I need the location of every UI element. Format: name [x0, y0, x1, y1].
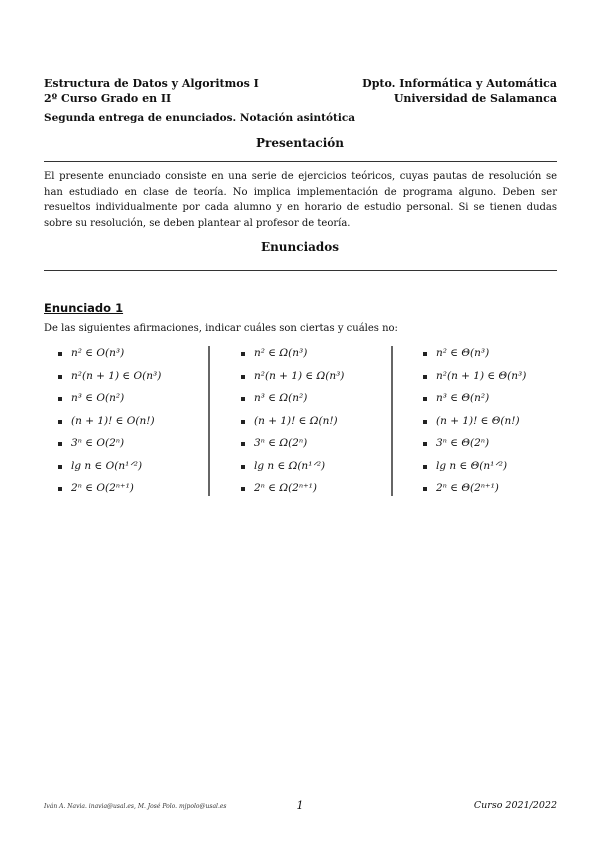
statement-item: n²(n + 1) ∈ O(n³) [58, 370, 223, 393]
document-subtitle: Segunda entrega de enunciados. Notación asintótica [44, 112, 356, 124]
statement-item: 3ⁿ ∈ O(2ⁿ) [58, 437, 223, 460]
department-name: Dpto. Informática y Automática [362, 77, 557, 90]
statements-rule [44, 270, 557, 271]
presentation-text: El presente enunciado consiste en una serie de ejercicios teóricos, cuyas pautas de resolución se han estudiado en clase de teoría. No implica implementación de programa alguno. Deben ser resueltos individualmente por cada alumno y en horario de estudio personal. Si se tienen dudas sobre su resolución, se deben plantear al profesor de teoría. [44, 171, 557, 229]
statement-item: (n + 1)! ∈ O(n!) [58, 415, 223, 438]
big-o-column [58, 347, 223, 505]
statement-item: 2ⁿ ∈ O(2ⁿ⁺¹) [58, 482, 223, 505]
statement-item: lg n ∈ O(n¹ᐟ²) [58, 460, 223, 483]
big-omega-column [241, 347, 406, 505]
exercise-heading: Enunciado 1 [44, 301, 124, 315]
statement-item: (n + 1)! ∈ Θ(n!) [423, 415, 588, 438]
footer-authors: Iván A. Navia. inavia@usal.es, M. José Polo. mjpolo@usal.es [44, 803, 227, 810]
footer-course-year: Curso 2021/2022 [473, 800, 557, 811]
statement-item: lg n ∈ Ω(n¹ᐟ²) [241, 460, 406, 483]
statement-item: n³ ∈ O(n²) [58, 392, 223, 415]
presentation-title: Presentación [255, 136, 344, 150]
big-theta-column [423, 347, 588, 505]
statement-item: 2ⁿ ∈ Ω(2ⁿ⁺¹) [241, 482, 406, 505]
course-title: Estructura de Datos y Algoritmos I [44, 77, 259, 90]
statements-title: Enunciados [260, 240, 340, 254]
header-right [362, 76, 557, 106]
statement-item: 3ⁿ ∈ Θ(2ⁿ) [423, 437, 588, 460]
statement-item: n² ∈ O(n³) [58, 347, 223, 370]
presentation-rule [44, 161, 557, 162]
statement-item: n³ ∈ Ω(n²) [241, 392, 406, 415]
statement-item: lg n ∈ Θ(n¹ᐟ²) [423, 460, 588, 483]
statement-item: 3ⁿ ∈ Ω(2ⁿ) [241, 437, 406, 460]
exercise-question: De las siguientes afirmaciones, indicar cuáles son ciertas y cuáles no: [44, 323, 398, 334]
column-divider [208, 346, 210, 496]
university-name: Universidad de Salamanca [393, 92, 557, 105]
statement-item: n² ∈ Ω(n³) [241, 347, 406, 370]
page-number: 1 [296, 799, 304, 812]
statement-item: n²(n + 1) ∈ Ω(n³) [241, 370, 406, 393]
statement-item: (n + 1)! ∈ Ω(n!) [241, 415, 406, 438]
statement-item: 2ⁿ ∈ Θ(2ⁿ⁺¹) [423, 482, 588, 505]
course-grade: 2º Curso Grado en II [44, 92, 172, 105]
statement-item: n²(n + 1) ∈ Θ(n³) [423, 370, 588, 393]
header-left [44, 76, 259, 106]
column-divider [391, 346, 393, 496]
statement-item: n³ ∈ Θ(n²) [423, 392, 588, 415]
statement-item: n² ∈ Θ(n³) [423, 347, 588, 370]
